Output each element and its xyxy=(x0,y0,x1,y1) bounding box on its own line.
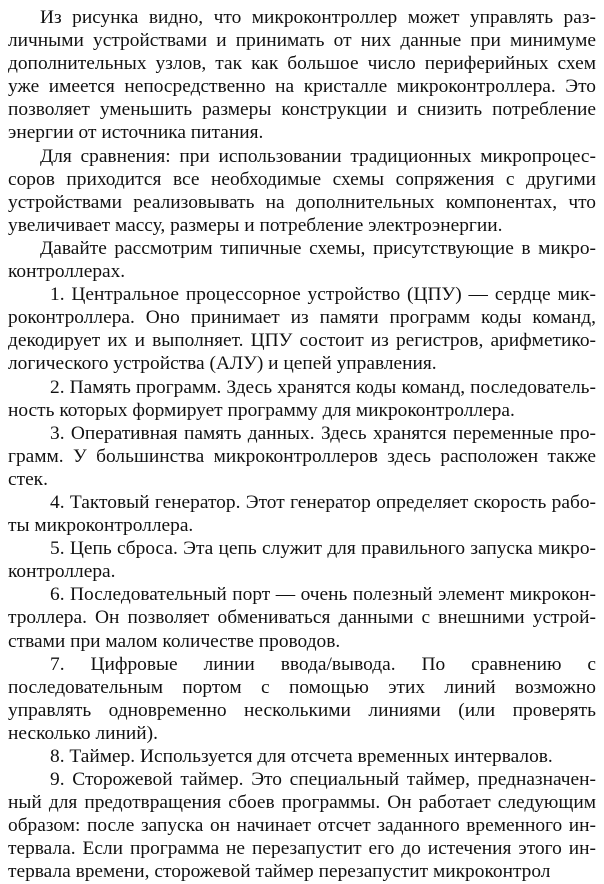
list-item-ram: 3. Оперативная память данных. Здесь хранятся переменные программ. У большинства микроконтроллеров здесь расположен также стек. xyxy=(8,422,596,490)
paragraph-comparison: Для сравнения: при использовании традиционных микропроцессоров приходится все необходимые схемы сопряжения с другими устройствами реализовывать на дополнительных компонентах, что увеличивает массу, размеры и потребление электроэнергии. xyxy=(8,145,596,236)
list-item-serial-port: 6. Последовательный порт — очень полезный элемент микроконтроллера. Он позволяет обмениваться данными с внешними устройствами при малом количестве проводов. xyxy=(8,584,596,652)
list-item-watchdog-timer: 9. Сторожевой таймер. Это специальный таймер, предназначенный для предотвращения сбоев программы. Он работает следующим образом: после запуска он начинает отсчет заданного временного интервала. Если программа не перезапустит его до истечения этого интервала времени, сторожевой таймер перезапустит микроконтрол xyxy=(8,769,596,883)
list-item-program-memory: 2. Память программ. Здесь хранятся коды команд, последовательность которых формирует программу для микроконтроллера. xyxy=(8,376,596,421)
list-item-clock-generator: 4. Тактовый генератор. Этот генератор определяет скорость работы микроконтроллера. xyxy=(8,491,596,537)
list-item-timer: 8. Таймер. Используется для отсчета временных интервалов. xyxy=(50,746,553,767)
paragraph-intro: Из рисунка видно, что микроконтроллер может управлять различными устройствами и принимать от них данные при минимуме дополнительных узлов, так как большое число периферийных схем уже имеется непосредственно на кристалле микроконтроллера. Это позволяет уменьшить размеры конструкции и снизить потребление энергии от источника питания. xyxy=(8,7,596,144)
list-item-digital-io: 7. Цифровые линии ввода/вывода. По сравнению с последовательным портом с помощью этих линий возможно управлять одновременно несколькими линиями (или проверять несколько линий). xyxy=(8,653,596,744)
list-item-cpu: 1. Центральное процессорное устройство (ЦПУ) — сердце микроконтроллера. Оно принимает из памяти программ коды команд, декодирует их и выполняет. ЦПУ состоит из регистров, арифметико-логического устройства (АЛУ) и цепей управления. xyxy=(8,284,596,375)
list-item-reset-circuit: 5. Цепь сброса. Эта цепь служит для правильного запуска микроконтроллера. xyxy=(8,538,596,583)
paragraph-typical-circuits: Давайте рассмотрим типичные схемы, присутствующие в микроконтроллерах. xyxy=(8,237,596,283)
document-page xyxy=(8,6,596,884)
